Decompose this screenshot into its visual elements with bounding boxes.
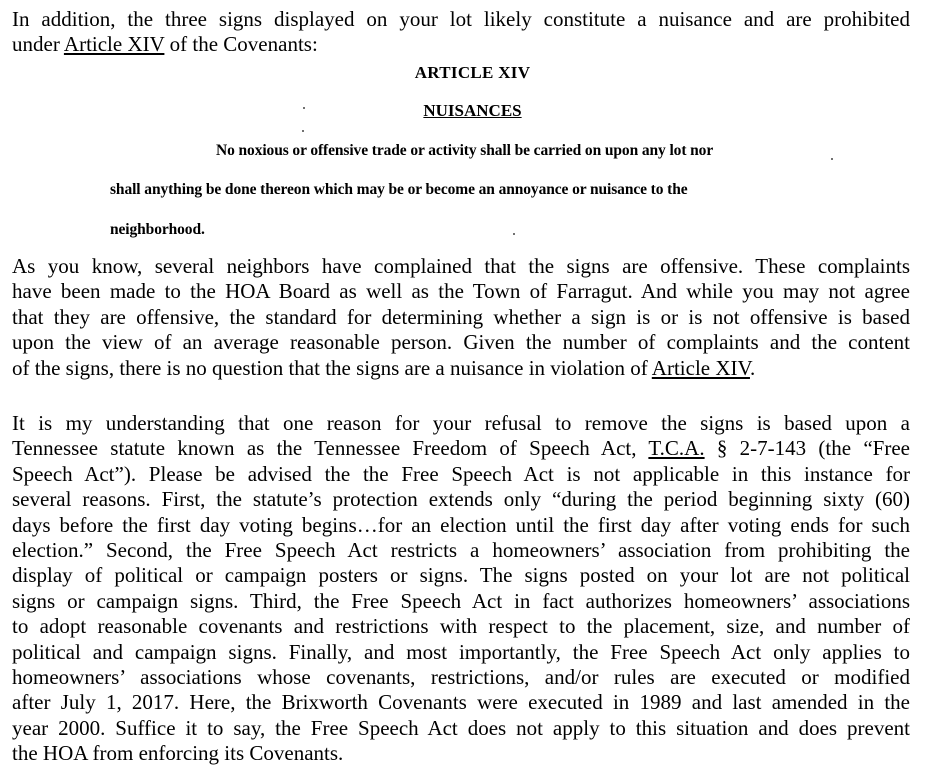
article-title-heading: NUISANCES: [423, 101, 522, 120]
scan-speck: [513, 233, 515, 235]
free-speech-line-11: homeowners’ associations whose covenants, restrictions, and/or rules are executed or modified: [12, 665, 910, 690]
intro-line-2-post: of the Covenants:: [164, 32, 318, 57]
free-speech-line-8: signs or campaign signs. Third, the Free Speech Act in fact authorizes homeowners’ associations: [12, 588, 910, 613]
free-speech-line-9: to adopt reasonable covenants and restrictions with respect to the placement, size, and number of: [12, 614, 910, 639]
complaints-line-5-pre: of the signs, there is no question that the signs are a nuisance in violation of: [12, 355, 652, 380]
complaints-line-4: upon the view of an average reasonable person. Given the number of complaints and the content: [12, 330, 910, 355]
intro-line-1: In addition, the three signs displayed on your lot likely constitute a nuisance and are prohibited: [12, 7, 910, 31]
scan-speck: [831, 158, 833, 160]
free-speech-line-2: [12, 436, 910, 461]
free-speech-line-2-pre: Tennessee statute known as the Tennessee Freedom of Speech Act,: [12, 436, 649, 461]
article-xiv-reference: Article XIV: [651, 355, 750, 380]
complaints-line-2: have been made to the HOA Board as well as the Town of Farragut. And while you may not agree: [12, 279, 910, 304]
tca-reference: T.C.A.: [648, 436, 705, 461]
free-speech-line-12: after July 1, 2017. Here, the Brixworth Covenants were executed in 1989 and last amended in the: [12, 690, 910, 715]
intro-line-2-pre: under: [12, 32, 64, 57]
complaints-line-3: that they are offensive, the standard for determining whether a sign is or is not offensive is based: [12, 304, 910, 329]
article-text-line-2: shall anything be done thereon which may be or become an annoyance or nuisance to the: [110, 181, 688, 198]
article-text-line-3: neighborhood.: [110, 221, 205, 238]
free-speech-line-3: Speech Act”). Please be advised the the Free Speech Act is not applicable in this instance for: [12, 461, 910, 486]
complaints-line-1: As you know, several neighbors have complained that the signs are offensive. These complaints: [12, 254, 910, 278]
intro-line-2: [12, 32, 910, 57]
free-speech-act-paragraph: [12, 411, 910, 767]
free-speech-line-10: political and campaign signs. Finally, and most importantly, the Free Speech Act only applies to: [12, 639, 910, 664]
complaints-paragraph: [12, 254, 910, 381]
scan-speck: [303, 107, 305, 109]
free-speech-line-7: display of political or campaign posters or signs. The signs posted on your lot are not political: [12, 563, 910, 588]
free-speech-line-13: year 2000. Suffice it to say, the Free Speech Act does not apply to this situation and does prevent: [12, 715, 910, 740]
free-speech-line-5: days before the first day voting begins…for an election until the first day after voting ends for such: [12, 512, 910, 537]
free-speech-line-2-post: § 2-7-143 (the “Free: [704, 436, 910, 461]
article-xiv-reference: Article XIV: [63, 32, 165, 57]
free-speech-line-14: the HOA from enforcing its Covenants.: [12, 741, 344, 766]
intro-paragraph: [12, 7, 910, 58]
free-speech-line-1: It is my understanding that one reason for your refusal to remove the signs is based upon a: [12, 411, 910, 435]
free-speech-line-4: several reasons. First, the statute’s protection extends only “during the period beginning sixty (60): [12, 487, 910, 512]
article-text-line-1: No noxious or offensive trade or activity shall be carried on upon any lot nor: [216, 142, 714, 159]
article-number-heading: ARTICLE XIV: [414, 63, 531, 82]
free-speech-line-6: election.” Second, the Free Speech Act restricts a homeowners’ association from prohibiting the: [12, 538, 910, 563]
scan-speck: [302, 130, 304, 132]
complaints-line-5-post: .: [749, 355, 756, 380]
complaints-line-5: [12, 356, 910, 381]
